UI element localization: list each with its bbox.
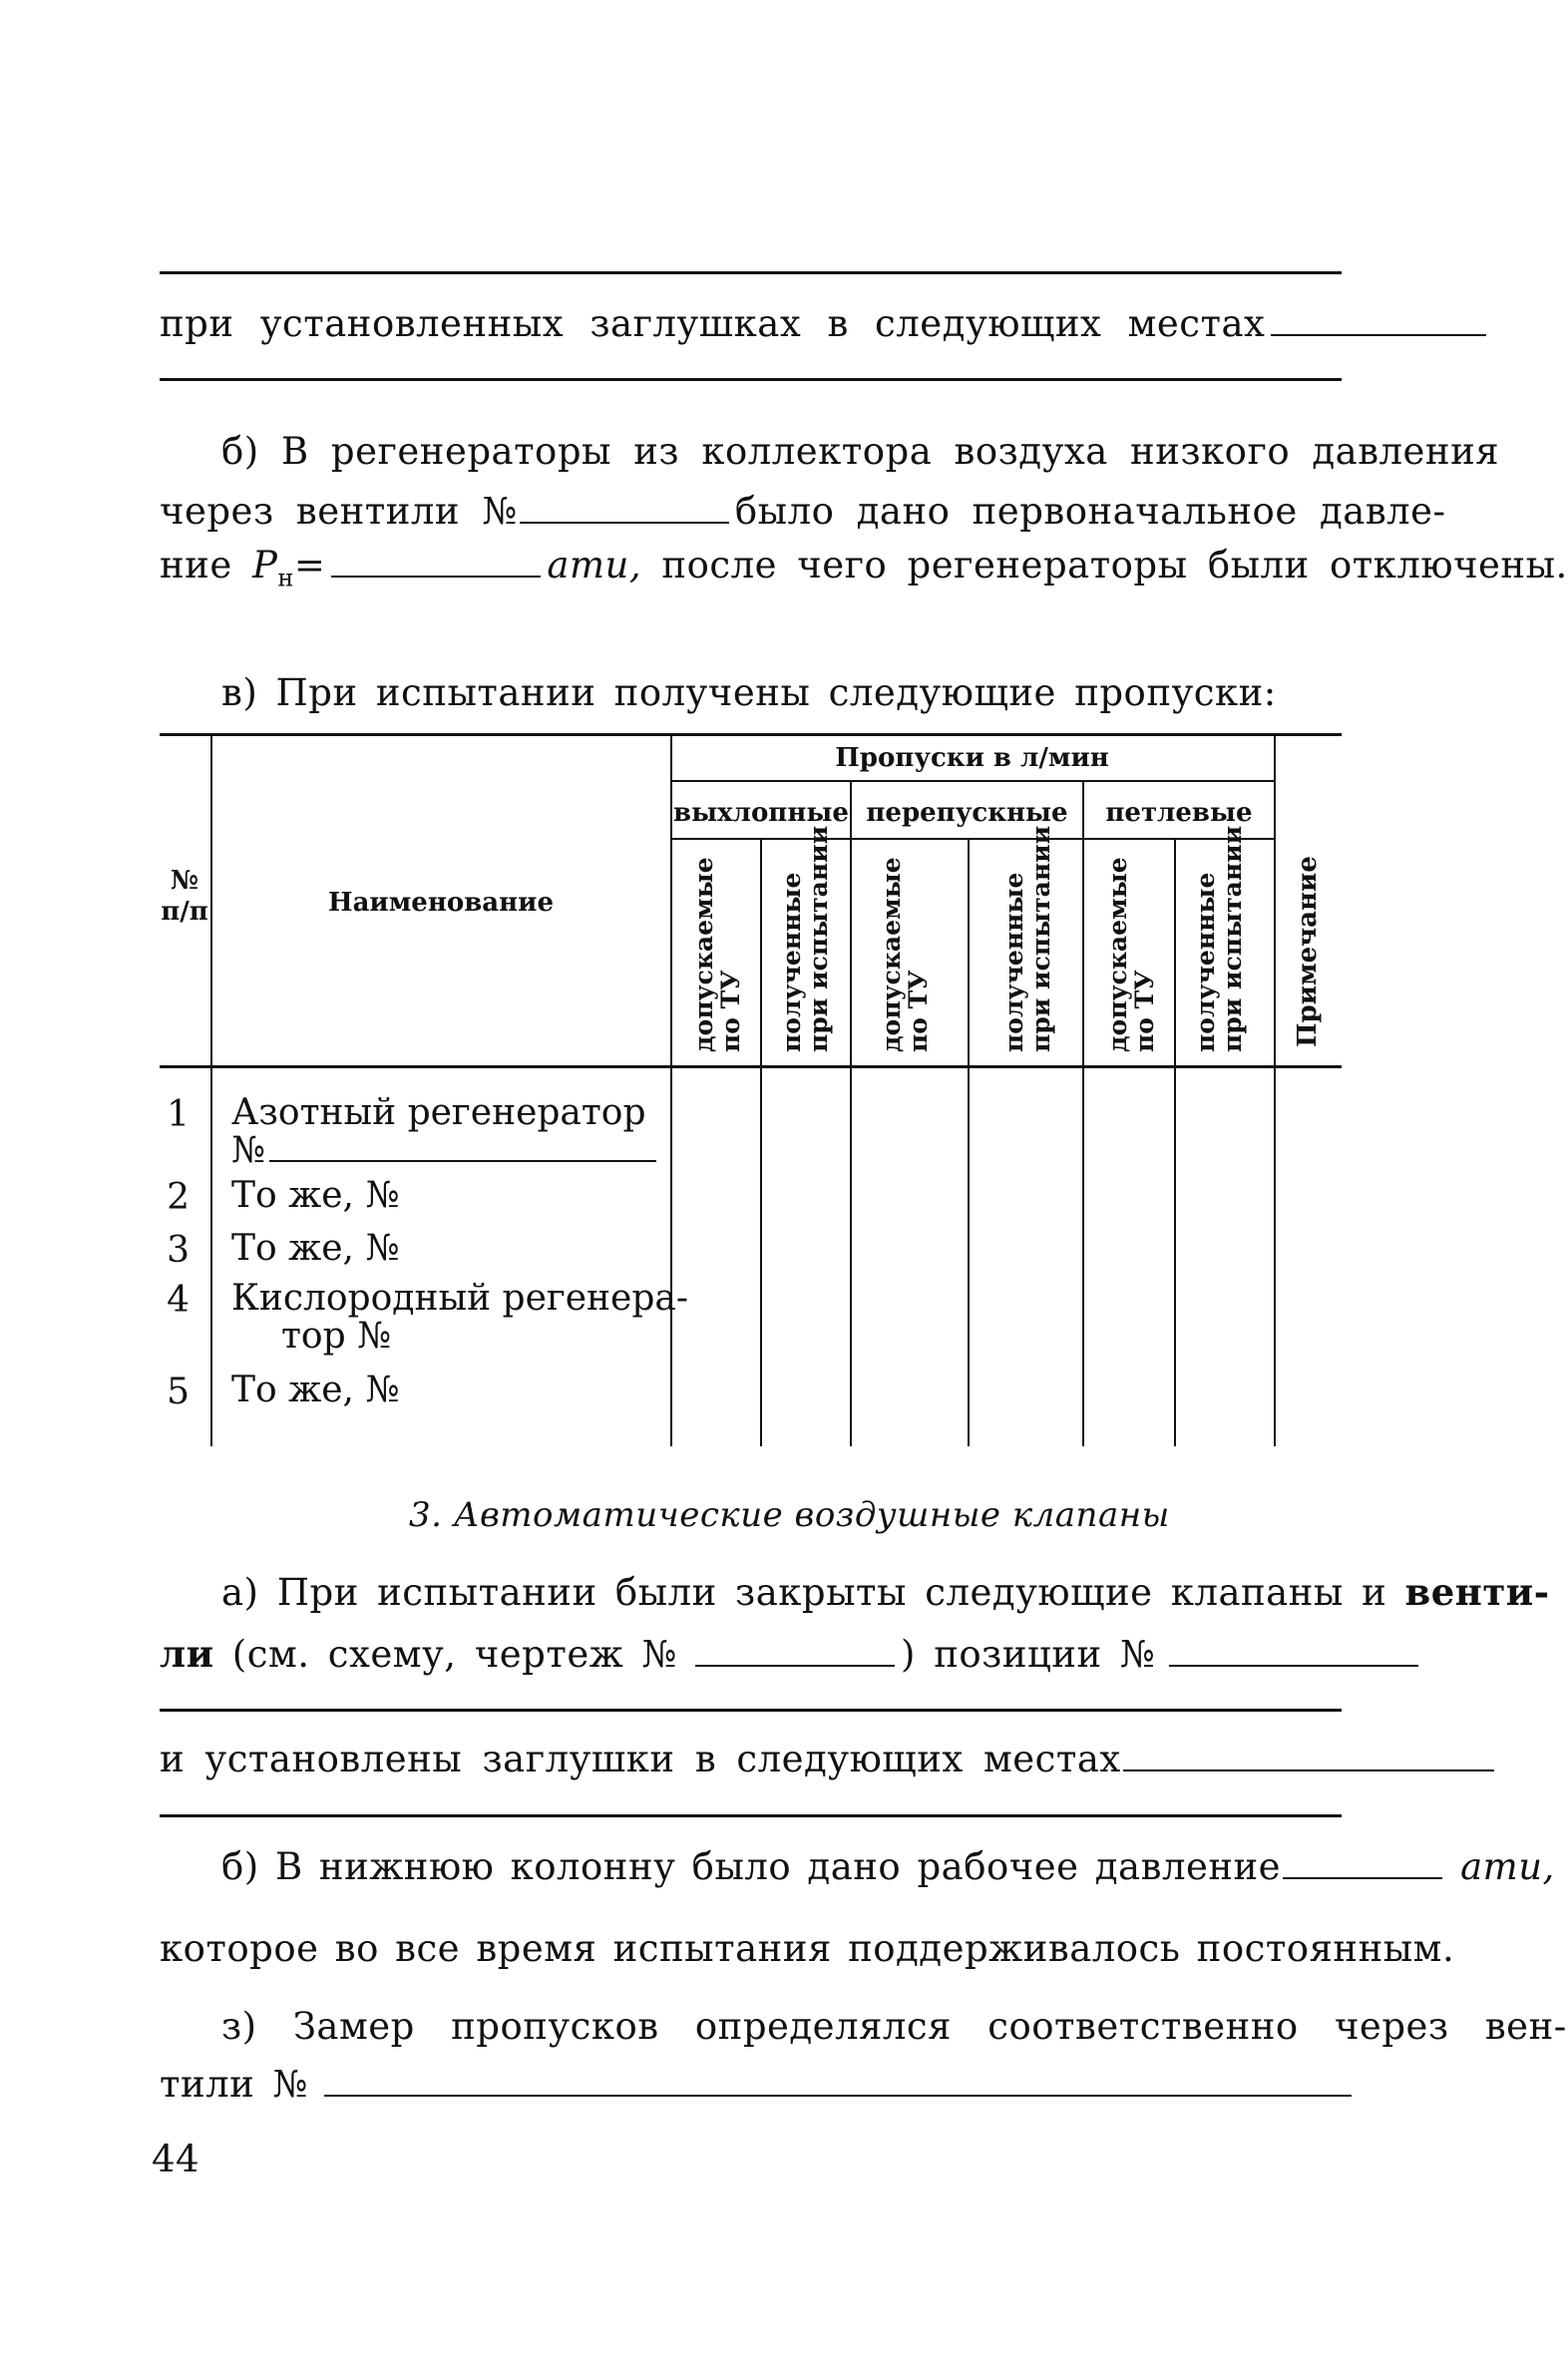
page-number: 44 (152, 2138, 200, 2180)
table-top-rule (160, 733, 1342, 736)
valves-number-blank[interactable] (324, 2095, 1352, 2097)
para-b-line3 (160, 544, 1568, 592)
a-line2-mid: (см. схему, чертеж № (231, 1633, 678, 1676)
a-line1-bold: венти- (1404, 1570, 1550, 1614)
group-title-label: Пропуски в л/мин (835, 743, 1109, 773)
working-pressure-blank[interactable] (1283, 1877, 1442, 1879)
group-rule (670, 780, 1274, 782)
subcol-5-l1: допускаемые (1103, 857, 1132, 1052)
section-3-heading: 3. Автоматические воздушные клапаны (409, 1495, 1170, 1535)
rule-after-top (160, 378, 1342, 381)
subcol-3 (878, 857, 932, 1052)
subcol-2-l1: полученные (777, 872, 806, 1052)
vline-c1 (760, 840, 762, 1446)
row-4-name-l2: тор № (281, 1315, 392, 1357)
para-b-line2 (160, 490, 1446, 533)
section-3-z-line2 (160, 2063, 1358, 2106)
vline-num (210, 736, 212, 1446)
row-3-name: То же, № (231, 1228, 400, 1269)
subcol-5-l2: по ТУ (1130, 970, 1159, 1052)
subgroup-loop: петлевые (1105, 798, 1253, 828)
valve-number-blank[interactable] (520, 522, 729, 524)
section-3-a-line3 (160, 1738, 1500, 1780)
row-4-name-l1: Кислородный регенера- (231, 1278, 689, 1319)
row-4-num: 4 (167, 1280, 190, 1321)
subgroup-exhaust: выхлопные (673, 798, 849, 828)
a-line3-text: и установлены заглушки в следующих местах (160, 1738, 1121, 1780)
unit-ati: ати, (547, 544, 642, 587)
z-line2-text: тили № (160, 2063, 309, 2106)
section-3-z-line1: з) Замер пропусков определялся соответственно через вен- (221, 2005, 1567, 2048)
col-name-header: Наименование (328, 888, 554, 918)
pressure-blank[interactable] (331, 576, 541, 578)
subcol-6-l2: при испытании (1218, 825, 1247, 1052)
section-3-a-line1 (221, 1570, 1550, 1614)
p-symbol: Р (251, 544, 278, 587)
subcol-4-l1: полученные (999, 872, 1028, 1052)
equals-sign: = (293, 544, 326, 587)
para-b-line1: б) В регенераторы из коллектора воздуха низкого давления (221, 430, 1500, 473)
subcol-3-l1: допускаемые (877, 857, 906, 1052)
para-b-line2-end: было дано первоначальное давле- (734, 490, 1446, 533)
para-top-text (160, 302, 1492, 345)
blank-field[interactable] (1271, 334, 1486, 336)
para-b-line3-start: ние (160, 544, 232, 587)
subcol-4 (1000, 826, 1054, 1052)
para-b-line3-end: после чего регенераторы были отключены. (661, 544, 1568, 587)
row-1-name (231, 1094, 662, 1170)
section-3-b-line1 (221, 1845, 1555, 1888)
col-note-header (1294, 856, 1322, 1047)
row-4-name (231, 1280, 688, 1356)
subcol-2-l2: при испытании (804, 825, 833, 1052)
group-title (670, 743, 1274, 773)
subcol-5 (1104, 857, 1158, 1052)
section-3-b-line2: которое во все время испытания поддерживалось постоянным. (160, 1927, 1455, 1970)
col-num-header (160, 866, 209, 928)
rule-a-1 (160, 1709, 1342, 1712)
row-1-name-l2 (231, 1129, 662, 1171)
para-b-line2-start: через вентили № (160, 490, 518, 533)
rule-top (160, 271, 1342, 274)
rule-a-2 (160, 1814, 1342, 1817)
col-note-label: Примечание (1293, 856, 1323, 1047)
row-1-num: 1 (167, 1094, 190, 1135)
row-1-name-l2-text: № (231, 1129, 266, 1171)
section-3-a-line2 (160, 1632, 1424, 1676)
vline-c2 (850, 782, 852, 1446)
vline-note (1274, 736, 1276, 1446)
subcol-2 (778, 826, 832, 1052)
subcol-3-l2: по ТУ (904, 970, 933, 1052)
vline-c5 (1174, 840, 1176, 1446)
row-5-num: 5 (167, 1372, 190, 1412)
row-2-num: 2 (167, 1177, 190, 1218)
b-line1-text: б) В нижнюю колонну было дано рабочее давление (221, 1845, 1282, 1888)
a-line1-text: а) При испытании были закрыты следующие клапаны и (221, 1571, 1387, 1614)
subcol-1 (690, 857, 744, 1052)
row-5-name: То же, № (231, 1370, 400, 1410)
vline-c3 (968, 840, 970, 1446)
subcol-1-l2: по ТУ (716, 970, 745, 1052)
subcol-6-l1: полученные (1191, 872, 1220, 1052)
subcol-6 (1192, 826, 1246, 1052)
row-1-name-l1: Азотный регенератор (231, 1092, 646, 1133)
p-subscript: н (277, 564, 294, 592)
para-top-label: при установленных заглушках в следующих местах (160, 302, 1266, 345)
b-unit: ати, (1460, 1845, 1555, 1888)
row-2-name: То же, № (231, 1175, 400, 1216)
position-number-blank[interactable] (1169, 1665, 1418, 1667)
col-num-label: № п/п (161, 866, 208, 928)
subcol-4-l2: при испытании (1026, 825, 1055, 1052)
drawing-number-blank[interactable] (695, 1665, 895, 1667)
a-line2-bold: ли (160, 1632, 214, 1676)
subgroup-bypass: перепускные (866, 798, 1068, 828)
subcol-1-l1: допускаемые (689, 857, 718, 1052)
header-bottom-rule (160, 1065, 1342, 1068)
row-3-num: 3 (167, 1230, 190, 1271)
row-1-blank[interactable] (269, 1160, 656, 1162)
plugs-places-blank[interactable] (1123, 1769, 1494, 1771)
a-line2-end: ) позиции № (901, 1633, 1156, 1676)
vline-c4 (1082, 782, 1084, 1446)
para-v-text: в) При испытании получены следующие пропуски: (221, 671, 1277, 714)
